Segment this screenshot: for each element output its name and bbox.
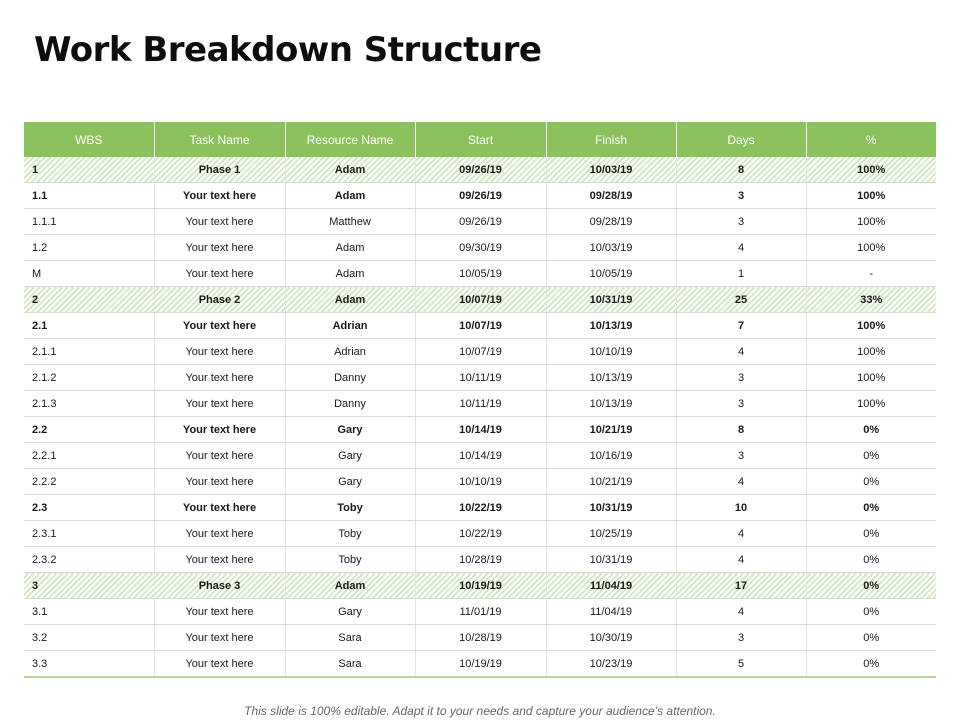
table-row <box>24 183 936 209</box>
days-cell: 4 <box>676 469 806 495</box>
finish-cell: 10/21/19 <box>546 469 676 495</box>
table-row <box>24 495 936 521</box>
start-cell: 10/19/19 <box>415 573 546 599</box>
table-row <box>24 339 936 365</box>
phase-row <box>24 157 936 183</box>
wbs-cell: 2.1.3 <box>24 391 154 417</box>
finish-cell: 10/13/19 <box>546 391 676 417</box>
task-name-cell: Your text here <box>154 651 285 678</box>
resource-name-cell: Adam <box>285 287 415 313</box>
finish-cell: 09/28/19 <box>546 209 676 235</box>
resource-name-cell: Adam <box>285 157 415 183</box>
start-cell: 10/28/19 <box>415 547 546 573</box>
task-name-cell: Your text here <box>154 469 285 495</box>
finish-cell: 10/31/19 <box>546 495 676 521</box>
resource-name-cell: Toby <box>285 547 415 573</box>
task-name-cell: Your text here <box>154 365 285 391</box>
task-name-cell: Your text here <box>154 261 285 287</box>
task-name-cell: Your text here <box>154 495 285 521</box>
days-cell: 8 <box>676 417 806 443</box>
table-header-row <box>24 122 936 157</box>
finish-cell: 10/21/19 <box>546 417 676 443</box>
start-cell: 11/01/19 <box>415 599 546 625</box>
table-row <box>24 651 936 678</box>
start-cell: 10/22/19 <box>415 495 546 521</box>
wbs-cell: 3.3 <box>24 651 154 678</box>
percent-cell: 0% <box>806 599 936 625</box>
finish-cell: 10/10/19 <box>546 339 676 365</box>
task-name-cell: Your text here <box>154 599 285 625</box>
finish-cell: 10/31/19 <box>546 547 676 573</box>
wbs-cell: 2.2 <box>24 417 154 443</box>
start-cell: 10/05/19 <box>415 261 546 287</box>
finish-cell: 11/04/19 <box>546 573 676 599</box>
table-row <box>24 365 936 391</box>
resource-name-cell: Adam <box>285 261 415 287</box>
task-name-cell: Phase 2 <box>154 287 285 313</box>
resource-name-cell: Matthew <box>285 209 415 235</box>
finish-cell: 10/03/19 <box>546 235 676 261</box>
percent-cell: 100% <box>806 339 936 365</box>
wbs-cell: 3 <box>24 573 154 599</box>
days-cell: 3 <box>676 183 806 209</box>
days-cell: 3 <box>676 443 806 469</box>
task-name-cell: Your text here <box>154 183 285 209</box>
days-cell: 3 <box>676 625 806 651</box>
phase-row <box>24 287 936 313</box>
column-header-finish: Finish <box>546 122 676 157</box>
percent-cell: 0% <box>806 547 936 573</box>
task-name-cell: Your text here <box>154 209 285 235</box>
percent-cell: 0% <box>806 469 936 495</box>
wbs-cell: 1 <box>24 157 154 183</box>
table-row <box>24 443 936 469</box>
percent-cell: 100% <box>806 365 936 391</box>
days-cell: 3 <box>676 391 806 417</box>
resource-name-cell: Sara <box>285 625 415 651</box>
task-name-cell: Your text here <box>154 521 285 547</box>
days-cell: 17 <box>676 573 806 599</box>
finish-cell: 10/03/19 <box>546 157 676 183</box>
start-cell: 09/26/19 <box>415 209 546 235</box>
page-title: Work Breakdown Structure <box>34 30 542 70</box>
days-cell: 3 <box>676 209 806 235</box>
resource-name-cell: Toby <box>285 495 415 521</box>
resource-name-cell: Adam <box>285 183 415 209</box>
wbs-cell: 2.3.1 <box>24 521 154 547</box>
start-cell: 10/14/19 <box>415 417 546 443</box>
wbs-cell: 2.3.2 <box>24 547 154 573</box>
percent-cell: 0% <box>806 625 936 651</box>
task-name-cell: Your text here <box>154 235 285 261</box>
table-row <box>24 261 936 287</box>
days-cell: 8 <box>676 157 806 183</box>
start-cell: 10/11/19 <box>415 391 546 417</box>
resource-name-cell: Gary <box>285 417 415 443</box>
phase-row <box>24 573 936 599</box>
percent-cell: 0% <box>806 573 936 599</box>
percent-cell: 0% <box>806 651 936 678</box>
finish-cell: 10/25/19 <box>546 521 676 547</box>
finish-cell: 10/13/19 <box>546 365 676 391</box>
finish-cell: 11/04/19 <box>546 599 676 625</box>
wbs-table <box>24 122 936 678</box>
column-header-percent: % <box>806 122 936 157</box>
percent-cell: 0% <box>806 495 936 521</box>
resource-name-cell: Toby <box>285 521 415 547</box>
days-cell: 4 <box>676 235 806 261</box>
resource-name-cell: Adrian <box>285 339 415 365</box>
days-cell: 4 <box>676 599 806 625</box>
days-cell: 4 <box>676 339 806 365</box>
days-cell: 4 <box>676 547 806 573</box>
wbs-cell: 2.3 <box>24 495 154 521</box>
resource-name-cell: Adam <box>285 235 415 261</box>
column-header-task-name: Task Name <box>154 122 285 157</box>
finish-cell: 10/13/19 <box>546 313 676 339</box>
resource-name-cell: Adrian <box>285 313 415 339</box>
footer-note: This slide is 100% editable. Adapt it to your needs and capture your audience’s attention. <box>244 704 716 718</box>
wbs-cell: 2.2.2 <box>24 469 154 495</box>
percent-cell: 100% <box>806 209 936 235</box>
days-cell: 1 <box>676 261 806 287</box>
percent-cell: 0% <box>806 417 936 443</box>
days-cell: 3 <box>676 365 806 391</box>
finish-cell: 10/05/19 <box>546 261 676 287</box>
task-name-cell: Your text here <box>154 417 285 443</box>
table-row <box>24 417 936 443</box>
start-cell: 10/28/19 <box>415 625 546 651</box>
days-cell: 25 <box>676 287 806 313</box>
resource-name-cell: Danny <box>285 365 415 391</box>
resource-name-cell: Gary <box>285 469 415 495</box>
wbs-cell: 1.1 <box>24 183 154 209</box>
percent-cell: 100% <box>806 391 936 417</box>
start-cell: 10/07/19 <box>415 339 546 365</box>
wbs-cell: 1.2 <box>24 235 154 261</box>
table-row <box>24 599 936 625</box>
table-row <box>24 625 936 651</box>
resource-name-cell: Danny <box>285 391 415 417</box>
table-row <box>24 235 936 261</box>
percent-cell: 100% <box>806 235 936 261</box>
wbs-cell: M <box>24 261 154 287</box>
finish-cell: 09/28/19 <box>546 183 676 209</box>
task-name-cell: Phase 3 <box>154 573 285 599</box>
start-cell: 10/07/19 <box>415 287 546 313</box>
column-header-days: Days <box>676 122 806 157</box>
start-cell: 10/22/19 <box>415 521 546 547</box>
task-name-cell: Your text here <box>154 547 285 573</box>
table-row <box>24 313 936 339</box>
table-row <box>24 391 936 417</box>
wbs-cell: 2.1.2 <box>24 365 154 391</box>
table-body <box>24 157 936 677</box>
resource-name-cell: Gary <box>285 443 415 469</box>
task-name-cell: Your text here <box>154 339 285 365</box>
days-cell: 10 <box>676 495 806 521</box>
start-cell: 10/11/19 <box>415 365 546 391</box>
column-header-start: Start <box>415 122 546 157</box>
finish-cell: 10/23/19 <box>546 651 676 678</box>
percent-cell: 100% <box>806 183 936 209</box>
days-cell: 4 <box>676 521 806 547</box>
resource-name-cell: Sara <box>285 651 415 678</box>
column-header-resource-name: Resource Name <box>285 122 415 157</box>
table-row <box>24 547 936 573</box>
finish-cell: 10/31/19 <box>546 287 676 313</box>
start-cell: 10/19/19 <box>415 651 546 678</box>
start-cell: 10/14/19 <box>415 443 546 469</box>
percent-cell: 0% <box>806 521 936 547</box>
resource-name-cell: Adam <box>285 573 415 599</box>
wbs-cell: 3.2 <box>24 625 154 651</box>
wbs-cell: 2 <box>24 287 154 313</box>
start-cell: 10/10/19 <box>415 469 546 495</box>
table-row <box>24 209 936 235</box>
task-name-cell: Your text here <box>154 443 285 469</box>
column-header-wbs: WBS <box>24 122 154 157</box>
resource-name-cell: Gary <box>285 599 415 625</box>
percent-cell: - <box>806 261 936 287</box>
percent-cell: 100% <box>806 157 936 183</box>
task-name-cell: Phase 1 <box>154 157 285 183</box>
start-cell: 09/30/19 <box>415 235 546 261</box>
start-cell: 09/26/19 <box>415 183 546 209</box>
start-cell: 10/07/19 <box>415 313 546 339</box>
task-name-cell: Your text here <box>154 313 285 339</box>
finish-cell: 10/30/19 <box>546 625 676 651</box>
wbs-cell: 1.1.1 <box>24 209 154 235</box>
start-cell: 09/26/19 <box>415 157 546 183</box>
wbs-cell: 2.2.1 <box>24 443 154 469</box>
percent-cell: 33% <box>806 287 936 313</box>
table-row <box>24 521 936 547</box>
finish-cell: 10/16/19 <box>546 443 676 469</box>
days-cell: 5 <box>676 651 806 678</box>
days-cell: 7 <box>676 313 806 339</box>
task-name-cell: Your text here <box>154 391 285 417</box>
wbs-cell: 3.1 <box>24 599 154 625</box>
wbs-cell: 2.1.1 <box>24 339 154 365</box>
wbs-cell: 2.1 <box>24 313 154 339</box>
percent-cell: 0% <box>806 443 936 469</box>
percent-cell: 100% <box>806 313 936 339</box>
task-name-cell: Your text here <box>154 625 285 651</box>
table-row <box>24 469 936 495</box>
